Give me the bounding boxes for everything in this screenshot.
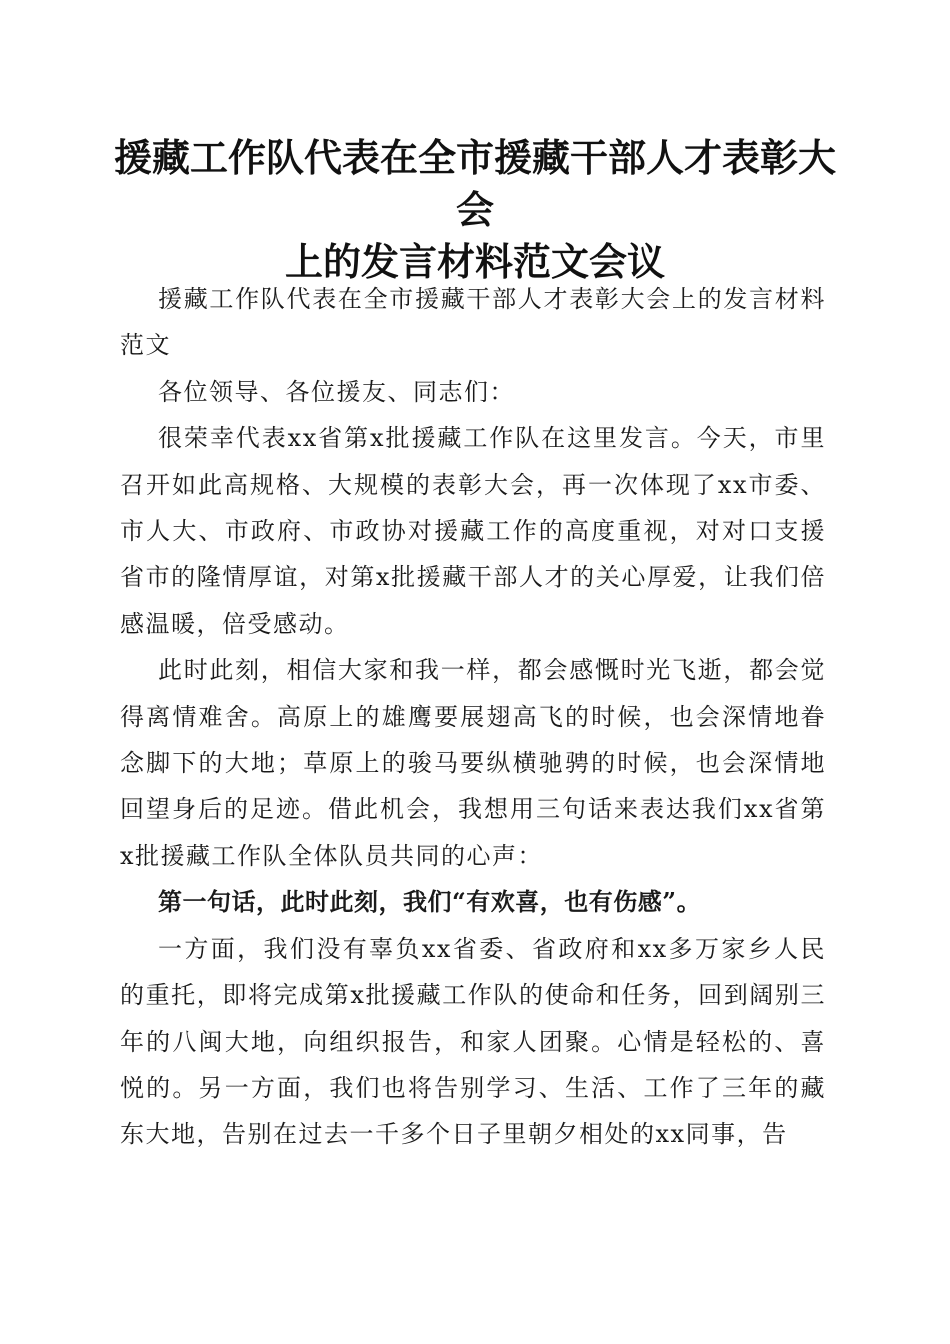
paragraph-salutation: 各位领导、各位援友、同志们： [158, 377, 515, 406]
title-line-2: 上的发言材料范文会议 [284, 239, 665, 284]
paragraph-subtitle: 援藏工作队代表在全市援藏干部人才表彰大会上的发言材料范文 [120, 285, 826, 360]
paragraph-reflection: 此时此刻，相信大家和我一样，都会感慨时光飞逝，都会觉得离情难舍。高原上的雄鹰要展翅高飞的时候，也会深情地眷念脚下的大地；草原上的骏马要纵横驰骋的时候，也会深情地回望身后的足迹。借此机会，我想用三句话来表达我们xx省第x批援藏工作队全体队员共同的心声： [120, 656, 826, 870]
title-line-1: 援藏工作队代表在全市援藏干部人才表彰大会 [113, 135, 836, 232]
paragraph-heading-first: 第一句话，此时此刻，我们“有欢喜，也有伤感”。 [158, 887, 702, 917]
paragraph-intro: 很荣幸代表xx省第x批援藏工作队在这里发言。今天，市里召开如此高规格、大规模的表彰大会，再一次体现了xx市委、市人大、市政府、市政协对援藏工作的高度重视，对对口支援省市的隆情厚谊，对第x批援藏干部人才的关心厚爱，让我们倍感温暖，倍受感动。 [120, 424, 826, 638]
paragraph-first-point: 一方面，我们没有辜负xx省委、省政府和xx多万家乡人民的重托，即将完成第x批援藏工作队的使命和任务，回到阔别三年的八闽大地，向组织报告，和家人团聚。心情是轻松的、喜悦的。另一方面，我们也将告别学习、生活、工作了三年的藏东大地，告别在过去一千多个日子里朝夕相处的xx同事，告 [120, 934, 826, 1149]
document-body [120, 276, 826, 1158]
document-title [100, 132, 850, 288]
